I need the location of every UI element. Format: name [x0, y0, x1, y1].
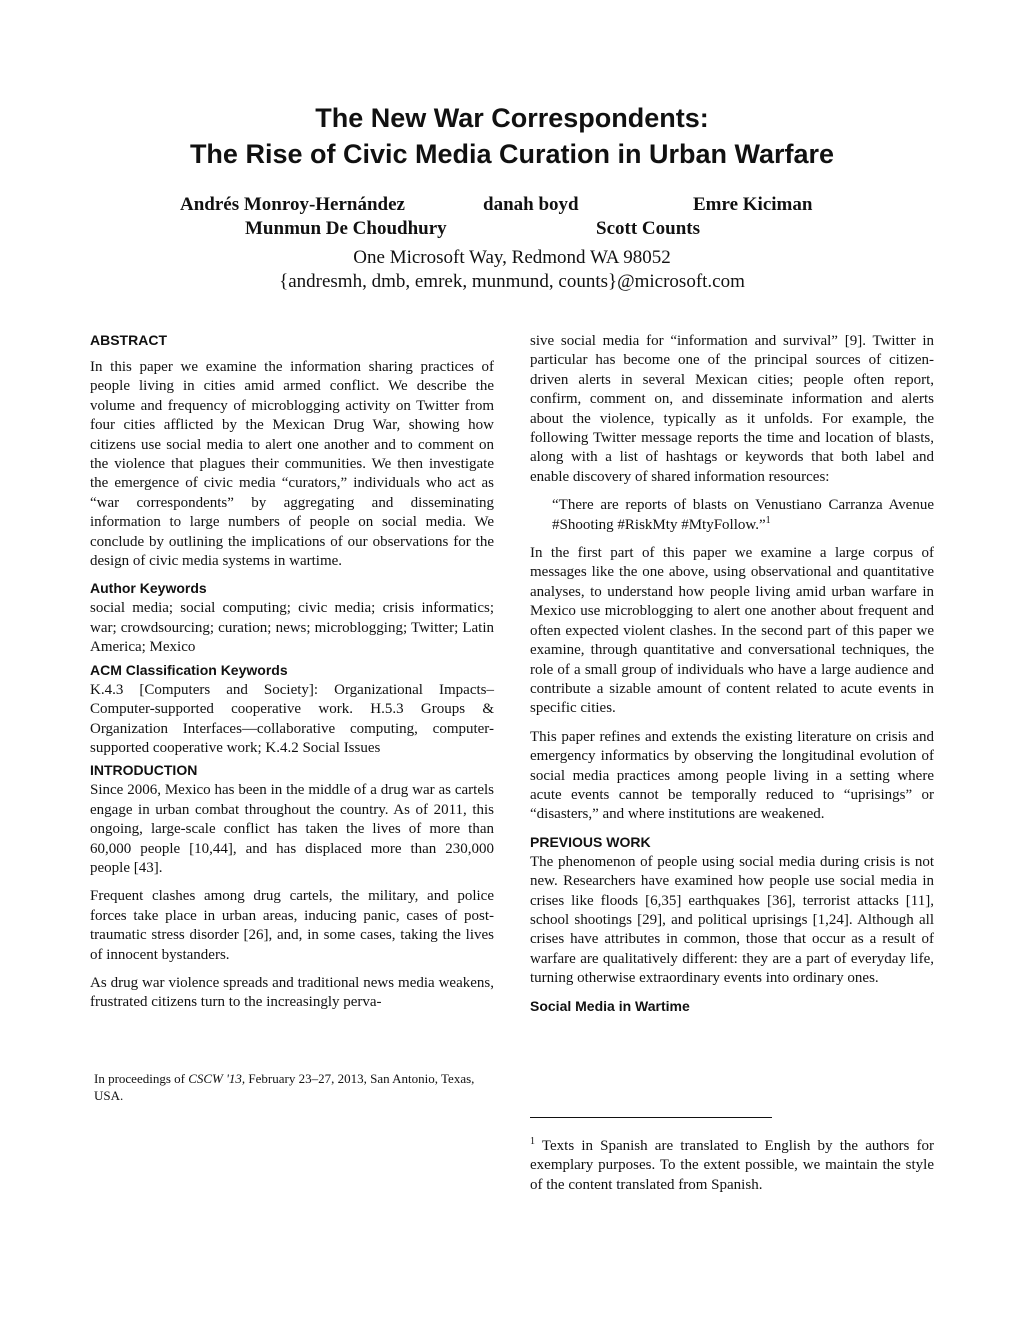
quoted-tweet [530, 496, 934, 535]
right-column [530, 332, 934, 1015]
author-name: Munmun De Choudhury [245, 218, 447, 239]
footnote-reference: 1 [765, 514, 771, 526]
paper-title [0, 100, 1024, 172]
section-heading-introduction: INTRODUCTION [90, 762, 198, 779]
venue-prefix: In proceedings of [94, 1071, 189, 1086]
footnote-divider [530, 1117, 772, 1118]
body-paragraph: sive social media for “information and survival” [9]. Twitter in particular has become one of the principal sources of citizen-driven alerts in several Mexican cities; people often report, confirm, comment on, and disseminate information and alerts about the violence, typically as it unfolds. For example, the following Twitter message reports the time and location of blasts, along with a list of hashtags or keywords that both label and enable discovery of shared information resources: [530, 333, 934, 485]
footnote [530, 1137, 934, 1195]
author-name: Emre Kiciman [693, 194, 813, 215]
venue-name: CSCW '13, [188, 1071, 246, 1086]
intro-paragraph: As drug war violence spreads and traditional news media weakens, frustrated citizens turn to the increasingly perva- [90, 974, 494, 1011]
intro-paragraph: Since 2006, Mexico has been in the middle of a drug war as cartels engage in urban combat throughout the country. As of 2011, this ongoing, large-scale conflict has taken the lives of more than 60,000 people [10,44], and has displaced more than 230,000 people [43]. [90, 782, 494, 876]
left-column [90, 332, 494, 1022]
title-line-1: The New War Correspondents: [315, 103, 709, 133]
author-name: Andrés Monroy-Hernández [180, 194, 405, 215]
author-keywords-text: social media; social computing; civic media; crisis informatics; war; crowdsourcing; curation; news; microblogging; Twitter; Latin America; Mexico [90, 600, 494, 656]
affiliation [0, 246, 1024, 294]
acm-classification-text: K.4.3 [Computers and Society]: Organizational Impacts–Computer-supported cooperative work. H.5.3 Groups & Organization Interfaces—collaborative computing, computer-supported cooperative work; K.4.2 Social Issues [90, 681, 494, 756]
intro-paragraph: Frequent clashes among drug cartels, the military, and police forces take place in urban areas, inducing panic, cases of post-traumatic stress disorder [26], and, in some cases, taking the lives of innocent bystanders. [90, 888, 494, 963]
affiliation-address: One Microsoft Way, Redmond WA 98052 [353, 247, 671, 268]
venue-note [94, 1070, 494, 1104]
quoted-tweet-text: “There are reports of blasts on Venustiano Carranza Avenue #Shooting #RiskMty #MtyFollow.” [552, 497, 934, 533]
body-paragraph: This paper refines and extends the existing literature on crisis and emergency informatics by observing the longitudinal evolution of social media practices among people living in a setting where acute events cannot be temporally reduced to “uprisings” or “disasters,” and where institutions are weakened. [530, 728, 934, 823]
footnote-text: Texts in Spanish are translated to English by the authors for exemplary purposes. To the extent possible, we maintain the style of the content translated from Spanish. [530, 1138, 934, 1193]
abstract-text: In this paper we examine the information sharing practices of people living in cities amid armed conflict. We describe the volume and frequency of microblogging activity on Twitter from four cities afflicted by the Mexican Drug War, showing how citizens use social media to alert one another and to comment on the violence that plagues their communities. We then investigate the emergence of civic media “curators,” individuals who act as “war correspondents” by aggregating and disseminating information to large numbers of people on social media. We conclude by outlining the implications of our observations for the design of civic media systems in wartime. [90, 359, 494, 570]
section-heading-previous-work: PREVIOUS WORK [530, 833, 651, 850]
section-heading-acm-classification: ACM Classification Keywords [90, 661, 288, 678]
footnote-mark: 1 [530, 1136, 535, 1147]
title-line-2: The Rise of Civic Media Curation in Urban Warfare [189, 139, 835, 169]
subsection-heading-social-media-in-wartime: Social Media in Wartime [530, 997, 690, 1014]
affiliation-emails: {andresmh, dmb, emrek, munmund, counts}@microsoft.com [279, 271, 745, 292]
section-heading-abstract: ABSTRACT [90, 332, 167, 348]
venue-suffix: February 23–27, 2013, San Antonio, Texas, USA. [94, 1071, 475, 1103]
author-name: danah boyd [483, 194, 579, 215]
author-name: Scott Counts [596, 218, 700, 239]
section-heading-author-keywords: Author Keywords [90, 580, 207, 597]
body-paragraph: The phenomenon of people using social media during crisis is not new. Researchers have examined how people use social media in crises like floods [6,35] earthquakes [36], terrorist attacks [11], school shootings [29], and political uprisings [1,24]. Although all crises have attributes in common, those that occur as a result of warfare are qualitatively different: they are a part of everyday life, turning otherwise extraordinary events into ordinary ones. [530, 853, 934, 987]
body-paragraph: In the first part of this paper we examine a large corpus of messages like the one above, using observational and quantitative analyses, to understand how people living amid urban warfare in Mexico use microblogging to alert one another about frequent and often expected violent clashes. In the second part of this paper we examine, through quantitative and conversational techniques, the role of a small group of individuals who have a large audience and contribute a sizable amount of content related to acute events in specific cities. [530, 545, 934, 717]
